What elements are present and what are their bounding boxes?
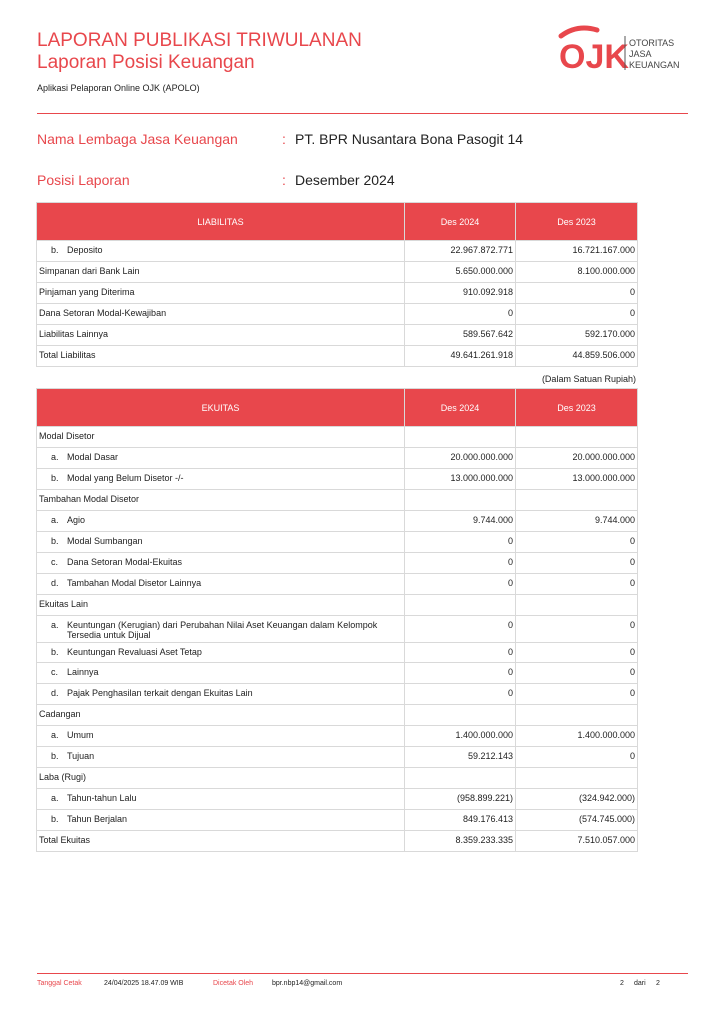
page-of: dari bbox=[634, 980, 646, 987]
table-row bbox=[37, 789, 638, 810]
table-row bbox=[37, 532, 638, 553]
row-label: Simpanan dari Bank Lain bbox=[39, 266, 140, 276]
value-2023: (324.942.000) bbox=[516, 789, 638, 810]
row-label-cell bbox=[37, 616, 405, 643]
value-2023: 20.000.000.000 bbox=[516, 448, 638, 469]
value-2024: 20.000.000.000 bbox=[405, 448, 516, 469]
value-2024: 0 bbox=[405, 304, 516, 325]
row-label-cell bbox=[37, 448, 405, 469]
table-row bbox=[37, 346, 638, 367]
table-row bbox=[37, 448, 638, 469]
institution-colon: : bbox=[282, 131, 286, 147]
row-label: Dana Setoran Modal-Kewajiban bbox=[39, 308, 167, 318]
page-total: 2 bbox=[656, 980, 660, 987]
table-row bbox=[37, 490, 638, 511]
row-label-cell bbox=[37, 283, 405, 304]
value-2023: 0 bbox=[516, 574, 638, 595]
value-2023: 0 bbox=[516, 747, 638, 768]
row-label-cell bbox=[37, 532, 405, 553]
value-2024: 49.641.261.918 bbox=[405, 346, 516, 367]
header-divider bbox=[37, 113, 688, 114]
row-prefix: b. bbox=[51, 647, 59, 657]
table-row bbox=[37, 304, 638, 325]
value-2023: (574.745.000) bbox=[516, 810, 638, 831]
row-prefix: b. bbox=[51, 751, 59, 761]
unit-note: (Dalam Satuan Rupiah) bbox=[541, 374, 636, 384]
row-label-cell bbox=[37, 262, 405, 283]
value-2023: 0 bbox=[516, 684, 638, 705]
row-label: Modal yang Belum Disetor -/- bbox=[67, 473, 184, 483]
row-prefix: d. bbox=[51, 578, 59, 588]
row-label: Umum bbox=[67, 730, 94, 740]
row-label: Liabilitas Lainnya bbox=[39, 329, 109, 339]
row-prefix: d. bbox=[51, 688, 59, 698]
value-2024: 13.000.000.000 bbox=[405, 469, 516, 490]
equity-col-2024: Des 2024 bbox=[405, 389, 516, 427]
table-row bbox=[37, 663, 638, 684]
row-label-cell bbox=[37, 304, 405, 325]
report-title: LAPORAN PUBLIKASI TRIWULANAN bbox=[37, 30, 362, 51]
row-label-cell bbox=[37, 684, 405, 705]
value-2023 bbox=[516, 595, 638, 616]
row-label-cell bbox=[37, 241, 405, 262]
row-label: Tambahan Modal Disetor Lainnya bbox=[67, 578, 202, 588]
value-2024: 9.744.000 bbox=[405, 511, 516, 532]
value-2024: 0 bbox=[405, 616, 516, 643]
row-label: Modal Sumbangan bbox=[67, 536, 143, 546]
institution-value: PT. BPR Nusantara Bona Pasogit 14 bbox=[295, 131, 524, 147]
row-label: Agio bbox=[67, 515, 86, 525]
value-2023: 16.721.167.000 bbox=[516, 241, 638, 262]
value-2023: 7.510.057.000 bbox=[516, 831, 638, 852]
table-row bbox=[37, 469, 638, 490]
value-2024: 589.567.642 bbox=[405, 325, 516, 346]
value-2024: 22.967.872.771 bbox=[405, 241, 516, 262]
value-2024 bbox=[405, 490, 516, 511]
period-label: Posisi Laporan bbox=[37, 172, 130, 188]
row-prefix: a. bbox=[51, 515, 59, 525]
table-row bbox=[37, 747, 638, 768]
value-2023 bbox=[516, 427, 638, 448]
row-label: Deposito bbox=[67, 245, 103, 255]
value-2023: 592.170.000 bbox=[516, 325, 638, 346]
table-row bbox=[37, 553, 638, 574]
row-prefix: a. bbox=[51, 730, 59, 740]
row-label: Pinjaman yang Diterima bbox=[39, 287, 135, 297]
value-2023: 13.000.000.000 bbox=[516, 469, 638, 490]
row-prefix: a. bbox=[51, 620, 59, 630]
period-value: Desember 2024 bbox=[295, 172, 395, 188]
value-2023: 0 bbox=[516, 616, 638, 643]
table-row bbox=[37, 427, 638, 448]
row-label-cell bbox=[37, 705, 405, 726]
row-label: Keuntungan Revaluasi Aset Tetap bbox=[67, 647, 202, 657]
table-row bbox=[37, 595, 638, 616]
row-label-cell bbox=[37, 490, 405, 511]
table-row bbox=[37, 810, 638, 831]
value-2023: 8.100.000.000 bbox=[516, 262, 638, 283]
row-label: Total Liabilitas bbox=[39, 350, 96, 360]
row-prefix: c. bbox=[51, 557, 59, 567]
row-label-cell bbox=[37, 768, 405, 789]
value-2023 bbox=[516, 490, 638, 511]
row-label: Tahun Berjalan bbox=[67, 814, 128, 824]
row-label: Pajak Penghasilan terkait dengan Ekuitas Lain bbox=[67, 688, 253, 698]
value-2023: 0 bbox=[516, 532, 638, 553]
value-2024: 0 bbox=[405, 684, 516, 705]
liabilities-col-2023: Des 2023 bbox=[516, 203, 638, 241]
liabilities-col-2024: Des 2024 bbox=[405, 203, 516, 241]
value-2023: 0 bbox=[516, 304, 638, 325]
value-2023: 0 bbox=[516, 643, 638, 663]
value-2024: 1.400.000.000 bbox=[405, 726, 516, 747]
liabilities-table bbox=[36, 202, 638, 367]
value-2024: 8.359.233.335 bbox=[405, 831, 516, 852]
row-label: Tambahan Modal Disetor bbox=[39, 494, 140, 504]
print-date-value: 24/04/2025 18.47.09 WIB bbox=[104, 980, 184, 987]
table-row bbox=[37, 283, 638, 304]
row-label: Keuntungan (Kerugian) dari Perubahan Nilai Aset Keuangan dalam Kelompok Tersedia untuk Dijual bbox=[67, 620, 378, 640]
row-label-cell bbox=[37, 789, 405, 810]
value-2024: 0 bbox=[405, 663, 516, 684]
row-label-cell bbox=[37, 346, 405, 367]
row-label: Modal Dasar bbox=[67, 452, 119, 462]
printed-by-value: bpr.nbp14@gmail.com bbox=[272, 980, 343, 987]
row-label-cell bbox=[37, 747, 405, 768]
row-prefix: a. bbox=[51, 793, 59, 803]
value-2023: 44.859.506.000 bbox=[516, 346, 638, 367]
row-label-cell bbox=[37, 643, 405, 663]
logo-line-2: JASA bbox=[629, 49, 652, 59]
table-row bbox=[37, 325, 638, 346]
footer-divider bbox=[37, 973, 688, 974]
value-2024: 5.650.000.000 bbox=[405, 262, 516, 283]
row-prefix: b. bbox=[51, 473, 59, 483]
table-row bbox=[37, 241, 638, 262]
value-2024 bbox=[405, 705, 516, 726]
period-colon: : bbox=[282, 172, 286, 188]
row-label-cell bbox=[37, 511, 405, 532]
row-prefix: b. bbox=[51, 814, 59, 824]
table-row bbox=[37, 616, 638, 643]
value-2024: (958.899.221) bbox=[405, 789, 516, 810]
value-2024: 910.092.918 bbox=[405, 283, 516, 304]
row-label: Dana Setoran Modal-Ekuitas bbox=[67, 557, 183, 567]
table-row bbox=[37, 831, 638, 852]
printed-by-label: Dicetak Oleh bbox=[213, 980, 254, 987]
row-label: Tujuan bbox=[67, 751, 95, 761]
table-row bbox=[37, 726, 638, 747]
row-prefix: b. bbox=[51, 245, 59, 255]
row-label: Laba (Rugi) bbox=[39, 772, 87, 782]
value-2023: 1.400.000.000 bbox=[516, 726, 638, 747]
value-2024: 0 bbox=[405, 553, 516, 574]
row-label: Cadangan bbox=[39, 709, 81, 719]
row-label-cell bbox=[37, 831, 405, 852]
row-prefix: a. bbox=[51, 452, 59, 462]
row-label-cell bbox=[37, 810, 405, 831]
logo-line-3: KEUANGAN bbox=[629, 60, 680, 70]
value-2023: 9.744.000 bbox=[516, 511, 638, 532]
row-label-cell bbox=[37, 574, 405, 595]
row-prefix: b. bbox=[51, 536, 59, 546]
value-2024 bbox=[405, 427, 516, 448]
value-2023: 0 bbox=[516, 283, 638, 304]
row-label-cell bbox=[37, 595, 405, 616]
report-subtitle: Laporan Posisi Keuangan bbox=[37, 52, 255, 73]
equity-header: EKUITAS bbox=[37, 389, 405, 427]
row-label-cell bbox=[37, 553, 405, 574]
institution-label: Nama Lembaga Jasa Keuangan bbox=[37, 131, 238, 147]
logo-line-1: OTORITAS bbox=[629, 38, 675, 48]
row-label-cell bbox=[37, 325, 405, 346]
app-name: Aplikasi Pelaporan Online OJK (APOLO) bbox=[37, 83, 200, 93]
row-label-cell bbox=[37, 663, 405, 684]
table-row bbox=[37, 705, 638, 726]
value-2024: 849.176.413 bbox=[405, 810, 516, 831]
value-2024 bbox=[405, 768, 516, 789]
row-label-cell bbox=[37, 427, 405, 448]
page-current: 2 bbox=[620, 980, 624, 987]
value-2023 bbox=[516, 768, 638, 789]
value-2024: 0 bbox=[405, 574, 516, 595]
row-label-cell bbox=[37, 726, 405, 747]
logo-mark: OJK bbox=[559, 38, 629, 74]
row-label-cell bbox=[37, 469, 405, 490]
table-row bbox=[37, 262, 638, 283]
row-prefix: c. bbox=[51, 667, 59, 677]
table-row bbox=[37, 684, 638, 705]
value-2024 bbox=[405, 595, 516, 616]
table-row bbox=[37, 643, 638, 663]
row-label: Total Ekuitas bbox=[39, 835, 91, 845]
equity-table bbox=[36, 388, 638, 852]
ojk-logo bbox=[557, 22, 697, 74]
table-row bbox=[37, 511, 638, 532]
row-label: Lainnya bbox=[67, 667, 99, 677]
equity-col-2023: Des 2023 bbox=[516, 389, 638, 427]
value-2023: 0 bbox=[516, 663, 638, 684]
table-row bbox=[37, 574, 638, 595]
row-label: Modal Disetor bbox=[39, 431, 95, 441]
value-2024: 0 bbox=[405, 532, 516, 553]
value-2024: 0 bbox=[405, 643, 516, 663]
liabilities-header: LIABILITAS bbox=[37, 203, 405, 241]
table-row bbox=[37, 768, 638, 789]
value-2023: 0 bbox=[516, 553, 638, 574]
print-date-label: Tanggal Cetak bbox=[37, 980, 82, 987]
row-label: Ekuitas Lain bbox=[39, 599, 89, 609]
value-2024: 59.212.143 bbox=[405, 747, 516, 768]
row-label: Tahun-tahun Lalu bbox=[67, 793, 137, 803]
value-2023 bbox=[516, 705, 638, 726]
